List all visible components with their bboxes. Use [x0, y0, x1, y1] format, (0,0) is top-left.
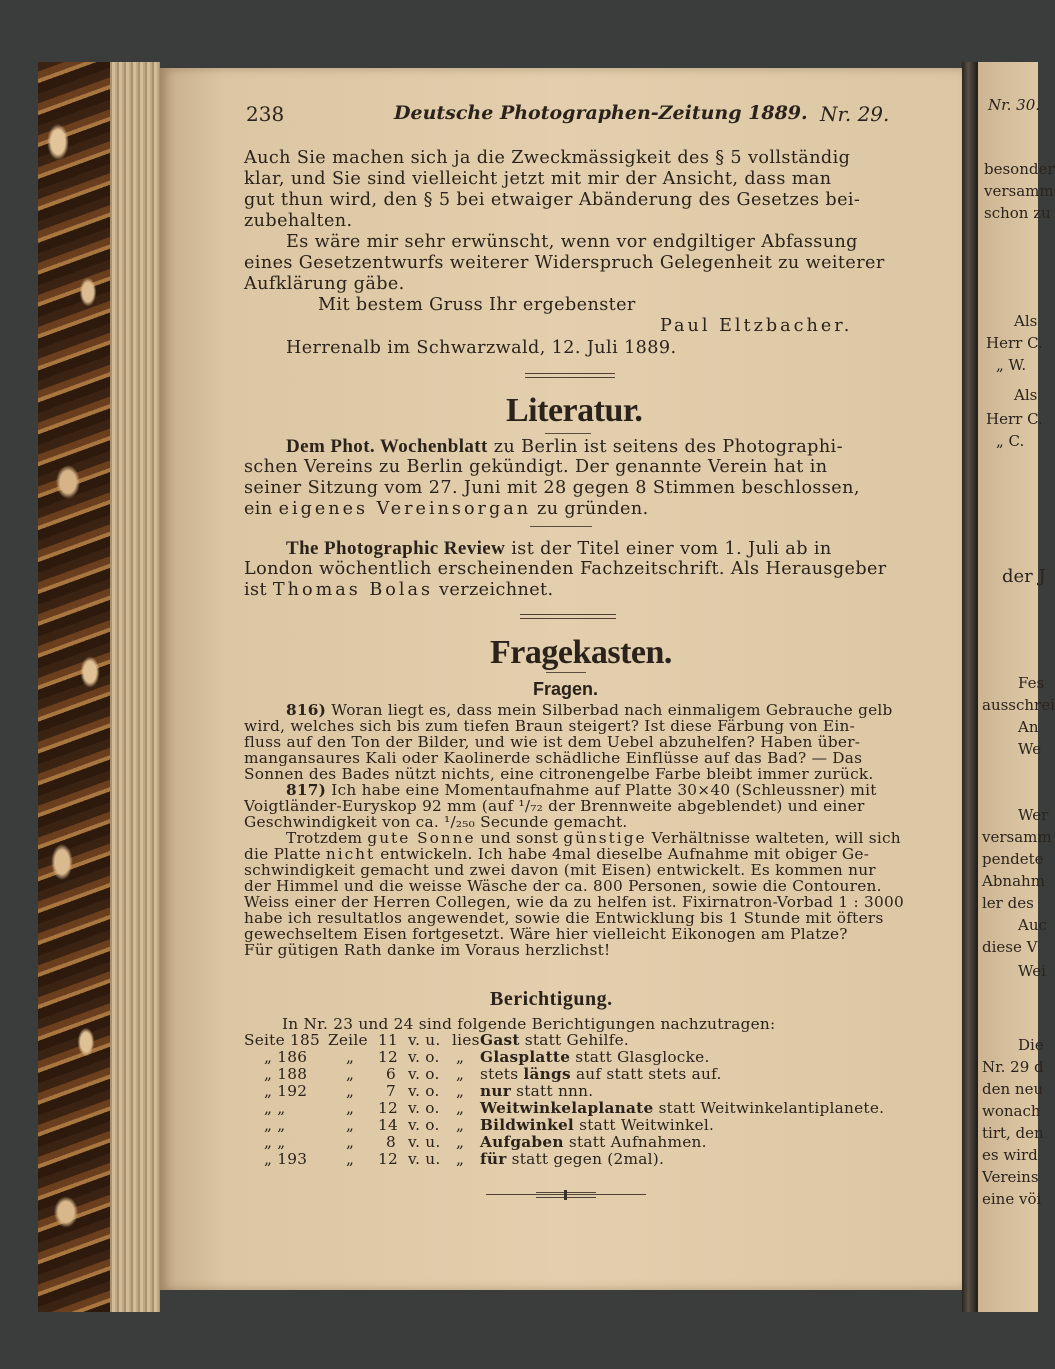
text: statt Aufnahmen.: [563, 1133, 707, 1151]
cell-correction: [480, 1100, 884, 1116]
cell-dir: v. o.: [408, 1116, 440, 1134]
text: die Platte: [244, 845, 326, 863]
table-row: [160, 1066, 960, 1082]
cell-lies: „: [456, 1082, 465, 1100]
letter-closing: Mit bestem Gruss Ihr ergebenster: [318, 295, 636, 315]
cell-correction: [480, 1117, 714, 1133]
page-238: [160, 68, 962, 1290]
question-number: 817): [286, 781, 327, 799]
question-816-line: [286, 702, 893, 718]
fragment: eine vöi: [982, 1190, 1042, 1208]
cell-dir: v. u.: [408, 1150, 441, 1168]
letter-place-date: Herrenalb im Schwarzwald, 12. Juli 1889.: [286, 338, 677, 358]
letter-line: Es wäre mir sehr erwünscht, wenn vor endgiltiger Abfassung: [286, 232, 858, 252]
correct-word: längs: [523, 1065, 571, 1083]
spaced-text: nicht: [325, 845, 376, 863]
cell-dir: v. u.: [408, 1031, 441, 1049]
cell-line: 8: [386, 1133, 396, 1151]
cell-line: 6: [386, 1065, 396, 1083]
cell-zeile: „: [346, 1082, 355, 1100]
question-817-line: [286, 830, 901, 846]
text: auf statt stets auf.: [570, 1065, 722, 1083]
cell-dir: v. o.: [408, 1082, 440, 1100]
section-divider: [525, 373, 615, 378]
text: entwickeln. Ich habe 4mal dieselbe Aufnahme mit obiger Ge-: [375, 845, 870, 863]
paragraph-rule: [530, 526, 592, 527]
text: statt Weitwinkelantiplanete.: [653, 1099, 885, 1117]
question-817-line: schwindigkeit gemacht und zwei davon (mit Eisen) entwickelt. Es kommen nur: [244, 861, 876, 879]
cell-lies: „: [456, 1099, 465, 1117]
text: zu gründen.: [531, 499, 649, 519]
cell-line: 12: [378, 1099, 398, 1117]
end-ornament: [486, 1190, 646, 1200]
cell-correction: [480, 1151, 664, 1167]
cell-zeile: „: [346, 1133, 355, 1151]
cell-zeile: „: [346, 1065, 355, 1083]
fragment: „ W.: [996, 356, 1027, 374]
fragment: We: [1018, 740, 1042, 758]
cell-page: „ 186: [264, 1048, 308, 1066]
issue-number: Nr. 29.: [820, 102, 890, 126]
heading-rule: [545, 433, 591, 434]
cell-lies: „: [456, 1065, 465, 1083]
spaced-text: gute Sonne: [367, 829, 476, 847]
cell-page: Seite 185: [244, 1031, 320, 1049]
fragment: Als: [1014, 312, 1038, 330]
page-edges: [110, 62, 160, 1312]
fragment: Abnahm: [982, 872, 1045, 890]
cell-lies: lies: [452, 1031, 480, 1049]
literatur-p2-line: [286, 538, 832, 560]
text: zu Berlin ist seitens des Photographi-: [487, 437, 843, 457]
fragment: diese V: [982, 938, 1038, 956]
fragment: der J: [1002, 566, 1046, 587]
letter-line: zubehalten.: [244, 211, 353, 231]
question-817-line: gewechseltem Eisen fortgesetzt. Wäre hier vielleicht Eikonogen am Platze?: [244, 925, 848, 943]
table-row: [160, 1151, 960, 1167]
fragment: es wird: [982, 1146, 1038, 1164]
letter-line: klar, und Sie sind vielleicht jetzt mit mir der Ansicht, dass man: [244, 169, 832, 189]
text: stets: [480, 1065, 524, 1083]
literatur-p1-line: [244, 499, 649, 520]
letter-line: eines Gesetzentwurfs weiterer Widerspruch Gelegenheit zu weiterer: [244, 253, 885, 273]
text: Woran liegt es, dass mein Silberbad nach einmaligem Gebrauche gelb: [326, 701, 893, 719]
literatur-p1-line: [286, 436, 843, 458]
journal-title: Deutsche Photographen-Zeitung 1889.: [394, 102, 808, 124]
cell-lies: „: [456, 1133, 465, 1151]
cell-page: „ 188: [264, 1065, 308, 1083]
bold-title: The Photographic Review: [286, 538, 506, 559]
fragment: Als: [1014, 386, 1038, 404]
fragen-subheading: Fragen.: [533, 679, 599, 699]
question-816-line: wird, welches sich bis zum tiefen Braun steigert? Ist diese Färbung von Ein-: [244, 717, 856, 735]
cell-lies: „: [456, 1048, 465, 1066]
question-817-line: habe ich resultatlos angewendet, sowie die Entwicklung bis 1 Stunde mit öfters: [244, 909, 884, 927]
cell-correction: [480, 1066, 722, 1082]
fragment: versamm: [982, 828, 1052, 846]
fragment: „ C.: [996, 432, 1025, 450]
cell-dir: v. o.: [408, 1065, 440, 1083]
literatur-heading: Literatur.: [506, 392, 643, 429]
text: ist: [244, 580, 273, 600]
cell-page: „ „: [264, 1133, 286, 1151]
text: ist der Titel einer vom 1. Juli ab in: [505, 539, 832, 559]
literatur-p2-line: London wöchentlich erscheinenden Fachzeitschrift. Als Herausgeber: [244, 559, 887, 579]
letter-signature: Paul Eltzbacher.: [660, 316, 853, 336]
cell-correction: [480, 1083, 593, 1099]
cell-zeile: „: [346, 1048, 355, 1066]
cell-line: 7: [386, 1082, 396, 1100]
cell-correction: [480, 1134, 707, 1150]
fragment: Herr C.: [986, 334, 1043, 352]
fragment: Die: [1018, 1036, 1044, 1054]
fragment: den neu: [982, 1080, 1044, 1098]
letter-line: gut thun wird, den § 5 bei etwaiger Abänderung des Gesetzes bei-: [244, 190, 861, 210]
correct-word: Bildwinkel: [480, 1116, 574, 1134]
cell-dir: v. u.: [408, 1133, 441, 1151]
cell-page: „ „: [264, 1116, 286, 1134]
cell-lies: „: [456, 1150, 465, 1168]
correct-word: Weitwinkelaplanate: [480, 1099, 654, 1117]
cell-zeile: Zeile: [328, 1031, 368, 1049]
text: ein: [244, 499, 279, 519]
question-817-line: [244, 846, 869, 862]
text: statt Glasglocke.: [570, 1048, 710, 1066]
table-row: [160, 1134, 960, 1150]
cell-zeile: „: [346, 1150, 355, 1168]
question-816-line: mangansaures Kali oder Kaolinerde schädliche Einflüsse auf das Bad? — Das: [244, 749, 863, 767]
text: statt Weitwinkel.: [574, 1116, 715, 1134]
fragment: Nr. 29 d: [982, 1058, 1044, 1076]
table-row: [160, 1117, 960, 1133]
cell-line: 12: [378, 1048, 398, 1066]
fragekasten-heading: Fragekasten.: [490, 634, 672, 671]
cell-page: „ 192: [264, 1082, 308, 1100]
cell-lies: „: [456, 1116, 465, 1134]
text: statt Gehilfe.: [519, 1031, 630, 1049]
fragment: Herr C.: [986, 410, 1043, 428]
fragment: schon zu: [984, 204, 1051, 222]
question-816-line: Sonnen des Bades nützt nichts, eine citronengelbe Farbe bleibt immer zurück.: [244, 765, 874, 783]
text: Verhältnisse walteten, will sich: [646, 829, 901, 847]
fragment: Wer: [1018, 806, 1049, 824]
cell-page: „ „: [264, 1099, 286, 1117]
bold-title: Dem Phot. Wochenblatt: [286, 436, 488, 457]
correct-word: Glasplatte: [480, 1048, 571, 1066]
fragment: Wei: [1018, 962, 1046, 980]
cell-dir: v. o.: [408, 1048, 440, 1066]
question-817-line: Weiss einer der Herren Collegen, wie da zu helfen ist. Fixirnatron-Vorbad 1 : 3000: [244, 893, 904, 911]
cell-page: „ 193: [264, 1150, 308, 1168]
cell-zeile: „: [346, 1099, 355, 1117]
text: verzeichnet.: [433, 580, 554, 600]
table-row: [160, 1083, 960, 1099]
book-spread: [38, 62, 1055, 1312]
fragment: Nr. 30.: [988, 96, 1041, 114]
fragment: ler des: [982, 894, 1034, 912]
spaced-text: eigenes Vereinsorgan: [278, 499, 532, 519]
cell-line: 11: [378, 1031, 398, 1049]
spaced-text: Thomas Bolas: [272, 580, 434, 600]
correct-word: Aufgaben: [480, 1133, 564, 1151]
marbled-edge: [38, 62, 112, 1312]
letter-line: Auch Sie machen sich ja die Zweckmässigkeit des § 5 vollständig: [244, 148, 851, 168]
berichtigung-heading: Berichtigung.: [490, 988, 613, 1010]
table-row: [160, 1032, 960, 1048]
cell-line: 14: [378, 1116, 398, 1134]
text: statt gegen (2mal).: [506, 1150, 665, 1168]
cell-line: 12: [378, 1150, 398, 1168]
heading-rule: [546, 672, 586, 673]
fragment: tirt, den: [982, 1124, 1044, 1142]
cell-dir: v. o.: [408, 1099, 440, 1117]
fragment: ausschrei: [982, 696, 1055, 714]
fragment: Fes: [1018, 674, 1045, 692]
cell-correction: [480, 1032, 629, 1048]
text: und sonst: [475, 829, 564, 847]
correct-word: Gast: [480, 1031, 520, 1049]
question-816-line: fluss auf den Ton der Bilder, und wie ist dem Uebel abzuhelfen? Haben über-: [244, 733, 861, 751]
fragment: Auc: [1018, 916, 1047, 934]
letter-line: Aufklärung gäbe.: [244, 274, 405, 294]
fragment: An: [1018, 718, 1039, 736]
text: statt nnn.: [511, 1082, 594, 1100]
text: Ich habe eine Momentaufnahme auf Platte 30×40 (Schleussner) mit: [326, 781, 877, 799]
page-number: 238: [246, 102, 285, 126]
cell-zeile: „: [346, 1116, 355, 1134]
next-page-fragment: [978, 62, 1055, 1312]
table-row: [160, 1100, 960, 1116]
text: Trotzdem: [286, 829, 368, 847]
fragment: wonach: [982, 1102, 1041, 1120]
spaced-text: günstige: [563, 829, 647, 847]
fragment: versamm: [984, 182, 1054, 200]
fragment: besonder: [984, 160, 1055, 178]
fragment: Vereins: [982, 1168, 1039, 1186]
question-817-line: der Himmel und die weisse Wäsche der ca. 800 Personen, sowie die Contouren.: [244, 877, 882, 895]
section-divider: [520, 614, 616, 619]
question-817-line: Für gütigen Rath danke im Voraus herzlichst!: [244, 941, 611, 959]
question-number: 816): [286, 701, 327, 719]
literatur-p1-line: seiner Sitzung vom 27. Juni mit 28 gegen 8 Stimmen beschlossen,: [244, 478, 860, 498]
literatur-p2-line: [244, 580, 554, 601]
question-817-line: [286, 782, 877, 798]
question-817-line: Geschwindigkeit von ca. ¹/₂₅₀ Secunde gemacht.: [244, 813, 628, 831]
berichtigung-intro: In Nr. 23 und 24 sind folgende Berichtigungen nachzutragen:: [282, 1015, 776, 1033]
correct-word: für: [480, 1150, 507, 1168]
cell-correction: [480, 1049, 710, 1065]
fragment: pendete: [982, 850, 1044, 868]
correct-word: nur: [480, 1082, 512, 1100]
book-gutter: [962, 62, 978, 1312]
literatur-p1-line: schen Vereins zu Berlin gekündigt. Der genannte Verein hat in: [244, 457, 828, 477]
table-row: [160, 1049, 960, 1065]
question-817-line: Voigtländer-Euryskop 92 mm (auf ¹/₇₂ der Brennweite abgeblendet) und einer: [244, 797, 865, 815]
